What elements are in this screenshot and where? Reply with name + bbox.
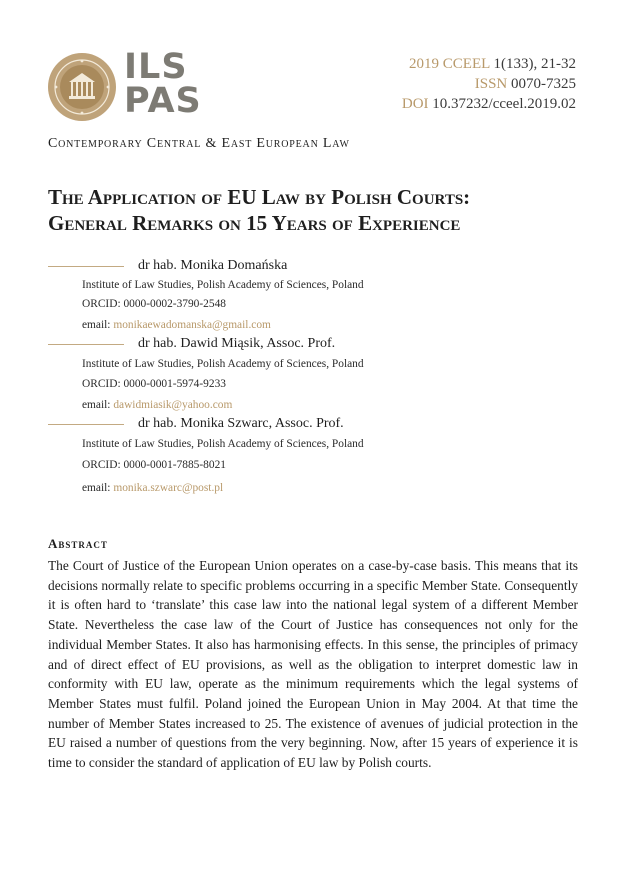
- author-divider: [48, 344, 124, 345]
- author-orcid: ORCID: 0000-0002-3790-2548: [82, 298, 226, 310]
- doi-value[interactable]: 10.37232/cceel.2019.02: [432, 96, 576, 112]
- citation-line: [402, 54, 576, 74]
- email-label: email:: [82, 319, 111, 331]
- author-orcid: ORCID: 0000-0001-7885-8021: [82, 459, 226, 471]
- author-name: dr hab. Dawid Miąsik, Assoc. Prof.: [138, 336, 336, 351]
- issn-line: [402, 74, 576, 94]
- author-email-link[interactable]: monikaewadomanska@gmail.com: [113, 319, 271, 331]
- wordmark-line1: ILS: [124, 47, 188, 87]
- author-email-link[interactable]: dawidmiasik@yahoo.com: [113, 399, 233, 411]
- citation-meta: [402, 54, 576, 114]
- title-line-2: General Remarks on 15 Years of Experience: [48, 211, 461, 235]
- author-email-line: [82, 399, 232, 411]
- author-orcid: ORCID: 0000-0001-5974-9233: [82, 378, 226, 390]
- citation-journal: 2019 CCEEL: [409, 56, 490, 72]
- abstract-heading: Abstract: [48, 536, 108, 551]
- article-title: [48, 184, 588, 236]
- author-email-link[interactable]: monika.szwarc@post.pl: [113, 482, 224, 494]
- author-affiliation: Institute of Law Studies, Polish Academy of Sciences, Poland: [82, 438, 364, 450]
- email-label: email:: [82, 399, 111, 411]
- doi-line: [402, 94, 576, 114]
- issn-label: ISSN: [474, 76, 508, 92]
- author-email-line: [82, 482, 223, 494]
- title-line-1: The Application of EU Law by Polish Courts:: [48, 185, 471, 209]
- wordmark-line2: PAS: [124, 81, 202, 121]
- author-affiliation: Institute of Law Studies, Polish Academy of Sciences, Poland: [82, 279, 364, 291]
- author-email-line: [82, 319, 271, 331]
- email-label: email:: [82, 482, 111, 494]
- abstract-body: The Court of Justice of the European Union operates on a case-by-case basis. This means that its decisions normally relate to specific problems occurring in a specific Member State. Consequently it is often hard to ‘translate’ this case law into the national legal system of a different Member State. Nevertheless the case law of the Court of Justice has consequences not only for the individual Member States. It also has harmonising effects. In this sense, the principles of primacy and of direct effect of EU provisions, as well as the obligation to interpret domestic law in conformity with EU law, operate as the minimum requirements which the legal systems of Member States must fulfil. Poland joined the European Union in May 2004. At that time the number of Member States increased to 25. The existence of avenues of judicial protection in the EU raised a number of questions from the very beginning. Now, after 15 years of experience it is time to consider the standard of application of EU law by Polish courts.: [48, 558, 578, 771]
- issn-value: 0070-7325: [511, 76, 576, 92]
- author-divider: [48, 266, 124, 267]
- ils-pas-seal-icon: [47, 52, 117, 122]
- ils-pas-wordmark: [124, 47, 202, 121]
- author-divider: [48, 424, 124, 425]
- author-affiliation: Institute of Law Studies, Polish Academy of Sciences, Poland: [82, 358, 364, 370]
- journal-name: Contemporary Central & East European Law: [48, 136, 350, 151]
- doi-label: DOI: [401, 96, 429, 112]
- author-name: dr hab. Monika Szwarc, Assoc. Prof.: [138, 416, 344, 431]
- author-name: dr hab. Monika Domańska: [138, 258, 288, 273]
- citation-volume: 1(133), 21-32: [493, 56, 576, 72]
